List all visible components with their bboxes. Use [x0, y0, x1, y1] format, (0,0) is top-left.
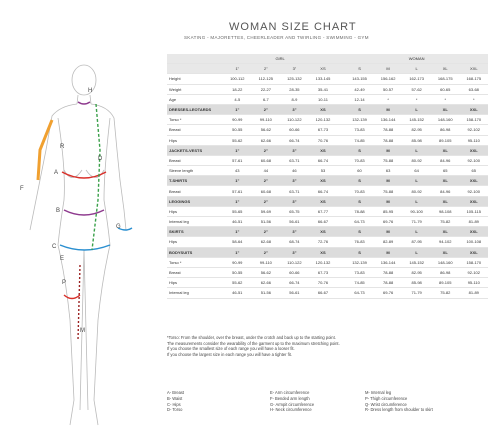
table-cell: 68-74 [289, 239, 300, 245]
svg-text:C: C [52, 244, 57, 250]
table-cell: 3" [292, 229, 297, 235]
table-cell: 71-79 [411, 290, 422, 296]
table-cell: 67-73 [317, 127, 329, 133]
table-cell: S [358, 147, 361, 153]
table-cell: XXL [469, 147, 478, 153]
table-cell: 66-74 [317, 157, 329, 163]
table-cell: 66-74 [289, 137, 300, 143]
table-cell: 100-108 [466, 239, 482, 245]
table-cell: M [386, 147, 390, 153]
table-cell: 65 [442, 168, 448, 174]
table-cell: M [386, 198, 390, 204]
table-cell: 76-83 [354, 239, 365, 245]
page-subtitle: SKATING - MAJORETTES, CHEERLEADER AND TWIRLING - SWIMMING - GYM [184, 35, 369, 40]
table-cell: XL [442, 229, 448, 235]
table-cell: 66-67 [317, 290, 329, 296]
table-cell: 75-88 [382, 157, 394, 163]
table-cell: 44 [263, 168, 269, 174]
table-cell: 46-51 [232, 290, 243, 296]
row-label: Torso * [169, 117, 182, 123]
table-cell: 125-132 [287, 76, 302, 82]
legend-column-2 [270, 390, 314, 413]
table-row [167, 207, 488, 217]
legend-item: B- Waist [167, 395, 183, 401]
table-cell: 162-173 [409, 76, 424, 82]
table-cell: 56-62 [260, 127, 271, 133]
table-cell: 75-88 [382, 188, 394, 194]
table-cell: * [415, 96, 418, 102]
table-cell: 85-98 [411, 280, 422, 286]
table-cell: 2" [263, 178, 268, 184]
table-cell: 136-144 [380, 117, 396, 123]
table-cell: 67-77 [317, 208, 329, 214]
table-cell: XL [442, 178, 448, 184]
table-cell: * [473, 96, 475, 102]
table-cell: 94-102 [438, 239, 452, 245]
table-cell: 82-89 [382, 239, 394, 245]
row-label: Hips [169, 239, 178, 245]
table-cell: 60-68 [260, 157, 271, 163]
svg-text:H: H [88, 88, 93, 94]
table-cell: 63 [385, 168, 391, 174]
table-cell: 92-100 [467, 157, 481, 163]
note-line: *Torso: From the shoulder, over the breast, under the crotch and back up to the starting point. [167, 335, 336, 340]
table-cell: 110-122 [287, 259, 302, 265]
table-cell: 1" [235, 147, 240, 153]
svg-text:F: F [20, 186, 24, 192]
table-cell: 78-88 [382, 127, 394, 133]
svg-text:D: D [98, 156, 103, 162]
table-cell: 2" [263, 198, 268, 204]
woman-group-label: WOMAN [408, 56, 425, 62]
notes-block [167, 335, 487, 357]
table-cell: 65 [471, 168, 476, 174]
row-label: Sleeve length [169, 168, 194, 174]
section-header-row [167, 197, 488, 207]
table-cell: M [386, 229, 390, 235]
row-label: Age [169, 96, 177, 102]
table-cell: 156-162 [380, 76, 396, 82]
table-cell: 58-64 [232, 239, 243, 245]
table-cell: 53 [320, 168, 326, 174]
table-cell: 3" [292, 147, 297, 153]
table-cell: 85-98 [411, 137, 422, 143]
table-cell: 74-85 [354, 137, 365, 143]
table-cell: 86-98 [440, 127, 451, 133]
row-label: Height [169, 76, 181, 82]
section-header-row [167, 227, 488, 237]
table-cell: 62-66 [260, 280, 271, 286]
table-cell: XXL [469, 198, 478, 204]
row-label: BODYSUITS [169, 249, 193, 255]
table-cell: 10-11 [318, 96, 328, 102]
body-measurement-figure [0, 40, 166, 437]
row-label: SKIRTS [169, 229, 184, 235]
table-cell: 50-55 [232, 127, 243, 133]
legend-item: C- Hips [167, 401, 181, 407]
table-cell: 57-61 [232, 188, 243, 194]
table-cell: 89-105 [438, 137, 452, 143]
table-row [167, 166, 488, 176]
table-cell: 143-155 [352, 76, 367, 82]
table-cell: 60-65 [440, 86, 451, 92]
table-cell: 75-82 [440, 219, 451, 225]
table-cell: 86-98 [440, 270, 451, 276]
legend-item: H- Neck circumference [270, 407, 312, 413]
table-cell: 8-9 [291, 96, 298, 102]
table-cell: 98-108 [438, 208, 452, 214]
table-cell: 145-152 [409, 117, 424, 123]
table-body [167, 74, 488, 298]
table-cell: XS [320, 198, 326, 204]
row-label: DRESSES-LEOTARDS [169, 107, 212, 113]
table-cell: 22-27 [260, 86, 271, 92]
table-cell: XXL [469, 249, 478, 255]
section-header-row [167, 146, 488, 156]
table-cell: 73-83 [354, 270, 365, 276]
table-cell: 78-88 [382, 137, 394, 143]
table-cell: 87-95 [411, 239, 422, 245]
table-cell: 95-110 [467, 280, 480, 286]
table-cell: XXL [469, 229, 478, 235]
row-label: Internal leg [169, 290, 189, 296]
legend-item: D- Torso [167, 407, 183, 413]
table-cell: 136-144 [380, 259, 396, 265]
table-cell: M [386, 178, 390, 184]
table-cell: 78-88 [382, 280, 394, 286]
table-cell: L [415, 249, 418, 255]
row-label: Hips [169, 208, 178, 214]
table-cell: 73-83 [354, 127, 365, 133]
table-cell: 92-102 [467, 127, 481, 133]
row-label: Internal leg [169, 219, 189, 225]
thigh-line [64, 295, 80, 299]
table-cell: 60 [357, 168, 362, 174]
table-cell: 50-55 [232, 270, 243, 276]
table-row [167, 125, 488, 135]
table-cell: 18-22 [232, 86, 243, 92]
table-cell: 89-105 [438, 280, 452, 286]
table-cell: 168-175 [466, 76, 482, 82]
table-cell: XL [442, 198, 448, 204]
arm-line [38, 120, 52, 180]
table-cell: 78-88 [354, 208, 365, 214]
section-header-row [167, 105, 488, 115]
table-cell: 1" [235, 229, 240, 235]
table-cell: 63-71 [289, 188, 300, 194]
table-cell: 66-74 [317, 188, 329, 194]
table-cell: 92-102 [467, 270, 481, 276]
row-label: T-SHIRTS [169, 178, 188, 184]
table-cell: 42-49 [354, 86, 365, 92]
legend-item: P- Thigh circumference [365, 395, 408, 401]
table-cell: 3" [292, 198, 297, 204]
table-cell: 64-73 [354, 219, 365, 225]
page-title: WOMAN SIZE CHART [229, 21, 357, 33]
table-cell: M [386, 249, 390, 255]
table-cell: 84-96 [440, 188, 451, 194]
table-cell: 57-61 [232, 157, 243, 163]
table-row [167, 237, 488, 247]
table-cell: 80-92 [411, 157, 422, 163]
table-cell: S [358, 178, 361, 184]
table-row [167, 95, 488, 105]
table-cell: 62-66 [260, 137, 271, 143]
table-row [167, 115, 488, 125]
row-label: Torso * [169, 259, 182, 265]
table-cell: 70-83 [354, 188, 365, 194]
table-cell: XS [320, 229, 326, 235]
legend-item: E- Arm circumference [270, 390, 310, 395]
table-cell: 75-82 [440, 290, 451, 296]
row-label: Hips [169, 280, 178, 286]
svg-text:B: B [56, 208, 61, 214]
table-cell: S [358, 249, 361, 255]
section-header-row [167, 176, 488, 186]
table-cell: 100-112 [230, 76, 245, 82]
legend-item: F- Bended arm length [270, 395, 310, 401]
table-row [167, 136, 488, 146]
table-cell: 74-85 [354, 280, 365, 286]
table-cell: 55-62 [232, 280, 243, 286]
table-cell: XXL [469, 107, 478, 113]
table-cell: 55-62 [232, 137, 243, 143]
legend-item: Q- Wrist circumference [365, 401, 407, 407]
table-cell: 51-56 [260, 219, 271, 225]
svg-text:G: G [116, 224, 121, 230]
table-cell: 3" [292, 178, 297, 184]
table-row [167, 268, 488, 278]
table-cell: 120-132 [315, 117, 331, 123]
table-cell: S [358, 198, 361, 204]
table-cell: 72-76 [317, 239, 329, 245]
table-cell: 3" [292, 249, 297, 255]
table-cell: 90-100 [410, 208, 423, 214]
table-cell: 60-68 [260, 188, 271, 194]
table-cell: XL [442, 147, 448, 153]
table-cell: 50-57 [382, 86, 394, 92]
table-cell: 168-175 [437, 76, 453, 82]
table-cell: 70-76 [317, 280, 329, 286]
table-cell: 84-96 [440, 157, 451, 163]
table-cell: 82-95 [411, 270, 422, 276]
legend-item: A- Breast [167, 390, 185, 395]
table-cell: 43 [235, 168, 240, 174]
table-cell: XXL [469, 178, 478, 184]
table-cell: XL [442, 249, 448, 255]
table-cell: 92-100 [467, 188, 481, 194]
table-cell: 12-14 [354, 96, 365, 102]
row-label: JACKETS-VESTS [169, 147, 203, 153]
table-cell: 46-51 [232, 219, 243, 225]
legend-column-1 [167, 390, 184, 413]
legend-item: M- Internal leg [365, 390, 392, 395]
table-cell: 95-110 [467, 137, 480, 143]
table-cell: 51-56 [260, 290, 271, 296]
table-cell: 67-73 [317, 270, 329, 276]
table-row [167, 156, 488, 166]
table-cell: 85-95 [382, 208, 394, 214]
table-cell: 158-170 [466, 259, 482, 265]
table-cell: 82-95 [411, 127, 422, 133]
table-cell: 148-160 [437, 259, 453, 265]
row-label: Hips [169, 137, 178, 143]
girl-group-label: GIRL [275, 56, 285, 62]
waist-line [64, 210, 104, 215]
table-row [167, 258, 488, 268]
table-group-header [167, 54, 488, 64]
svg-text:R: R [60, 144, 65, 150]
table-cell: 66-74 [289, 280, 300, 286]
table-cell: 2" [263, 229, 268, 235]
svg-text:P: P [62, 280, 67, 286]
hips-line [60, 245, 110, 250]
table-cell: S [358, 229, 361, 235]
table-cell: 1" [235, 249, 240, 255]
table-cell: 133-145 [315, 76, 331, 82]
note-line: If you choose the smallest size of each range you will have a looser fit. [167, 346, 295, 352]
legend-item: G- Armpit circumference [270, 401, 315, 407]
table-cell: 64 [414, 168, 419, 174]
row-label: Weight [169, 86, 182, 92]
row-label: LEGGINGS [169, 198, 191, 204]
row-label: Breast [169, 127, 181, 133]
size-chart-table [167, 54, 488, 299]
table-row [167, 74, 488, 84]
table-cell: L [415, 147, 418, 153]
table-cell: XL [442, 107, 448, 113]
table-cell: 132-139 [352, 117, 367, 123]
table-cell: 112-125 [258, 76, 274, 82]
table-cell: 99-110 [259, 259, 272, 265]
table-cell: 158-170 [466, 117, 482, 123]
table-cell: 1" [235, 198, 240, 204]
table-cell: 105-115 [466, 208, 481, 214]
table-cell: 2" [263, 249, 268, 255]
table-cell: 57-62 [411, 86, 422, 92]
table-cell: 71-79 [411, 219, 422, 225]
table-cell: 59-69 [260, 208, 271, 214]
table-cell: 62-68 [260, 239, 271, 245]
table-cell: 120-132 [315, 259, 331, 265]
table-cell: M [386, 107, 390, 113]
table-cell: 63-68 [468, 86, 479, 92]
row-label: Breast [169, 157, 181, 163]
table-cell: 6-7 [262, 96, 269, 102]
table-cell: 56-61 [289, 290, 300, 296]
svg-text:M: M [80, 328, 85, 334]
svg-text:A: A [54, 170, 59, 176]
table-cell: 56-61 [289, 219, 300, 225]
table-cell: L [415, 229, 418, 235]
table-cell: 132-139 [352, 259, 367, 265]
table-cell: * [444, 96, 446, 102]
table-cell: L [415, 178, 418, 184]
table-cell: 4-5 [234, 96, 241, 102]
table-cell: 78-88 [382, 270, 394, 276]
neck-line [78, 102, 90, 104]
section-header-row [167, 248, 488, 258]
size-header-row: 1" 2" 3" XS S M L XL XXL [167, 64, 488, 74]
table-cell: 55-65 [232, 208, 243, 214]
table-cell: 90-99 [232, 259, 243, 265]
table-cell: 28-35 [289, 86, 300, 92]
table-row [167, 85, 488, 95]
row-label: Breast [169, 270, 181, 276]
table-cell: 60-66 [289, 270, 300, 276]
table-cell: 1" [235, 107, 240, 113]
table-cell: 63-71 [289, 157, 300, 163]
legend-column-3 [365, 390, 433, 413]
table-cell: 64-73 [354, 290, 365, 296]
table-cell: 145-152 [409, 259, 424, 265]
table-cell: 90-99 [232, 117, 243, 123]
table-cell: 35-41 [317, 86, 329, 92]
table-cell: 1" [235, 178, 240, 184]
table-cell: 3" [292, 107, 297, 113]
table-cell: 2" [263, 147, 268, 153]
table-cell: 80-92 [411, 188, 422, 194]
table-cell: 46 [292, 168, 297, 174]
table-cell: 66-67 [317, 219, 329, 225]
table-cell: 69-76 [382, 219, 394, 225]
table-cell: XS [320, 249, 326, 255]
table-row [167, 217, 488, 227]
table-cell: 99-110 [259, 117, 272, 123]
table-row [167, 278, 488, 288]
table-cell: 70-76 [317, 137, 329, 143]
table-cell: 60-66 [289, 127, 300, 133]
table-row [167, 186, 488, 196]
table-cell: 70-83 [354, 157, 365, 163]
table-cell: 2" [263, 107, 268, 113]
table-cell: XS [320, 147, 326, 153]
legend-item: R- Dress length from shoulder to skirt [365, 407, 433, 413]
table-cell: 56-62 [260, 270, 271, 276]
row-label: Breast [169, 188, 181, 194]
table-cell: 69-76 [382, 290, 394, 296]
table-cell: L [415, 107, 418, 113]
table-cell: 148-160 [437, 117, 453, 123]
table-cell: XS [320, 178, 326, 184]
svg-text:E: E [60, 256, 65, 262]
table-cell: 81-89 [468, 219, 479, 225]
note-line: If you choose the largest size in each range you will have a tighter fit. [167, 351, 292, 357]
table-row [167, 288, 488, 298]
table-cell: 65-75 [289, 208, 300, 214]
table-cell: * [387, 96, 389, 102]
table-cell: 110-122 [287, 117, 302, 123]
table-cell: 81-89 [468, 290, 479, 296]
table-cell: S [358, 107, 361, 113]
table-cell: XS [320, 107, 326, 113]
note-line: The measurements consider the wearability of the garment up to the maximum stretching point. [167, 340, 340, 346]
table-cell: L [415, 198, 418, 204]
